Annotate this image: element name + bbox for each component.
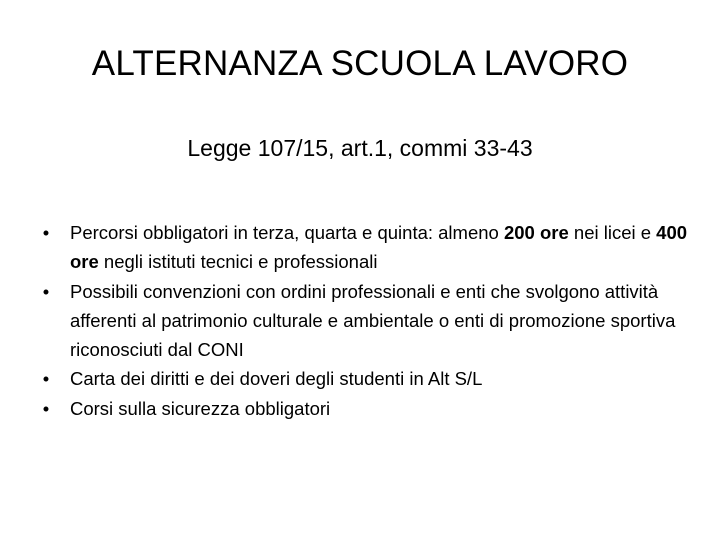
bullet-text: nei licei e	[568, 222, 657, 243]
bullet-icon: •	[42, 368, 50, 390]
slide-title: ALTERNANZA SCUOLA LAVORO	[91, 44, 629, 83]
bullet-text: Carta dei diritti e dei doveri degli studenti in Alt S/L	[70, 368, 483, 390]
slide-subtitle: Legge 107/15, art.1, commi 33-43	[187, 135, 533, 161]
bullet-emphasis: 200 ore	[503, 222, 569, 243]
list-item	[36, 364, 688, 393]
bullet-icon: •	[42, 397, 50, 419]
list-item	[36, 218, 688, 277]
bullet-list	[36, 218, 688, 423]
bullet-text: Possibili convenzioni con ordini professionali e enti che svolgono attività afferenti al patrimonio culturale e ambientale o enti di promozione sportiva riconosciuti dal CONI	[70, 280, 676, 361]
bullet-text: Percorsi obbligatori in terza, quarta e quinta: almeno	[70, 222, 504, 243]
bullet-icon: •	[42, 280, 50, 302]
bullet-text: Corsi sulla sicurezza obbligatori	[70, 397, 331, 419]
list-item	[36, 394, 688, 423]
bullet-text: negli istituti tecnici e professionali	[98, 251, 378, 273]
bullet-emphasis: 400 ore	[70, 222, 688, 273]
bullet-icon: •	[42, 222, 50, 243]
list-item	[36, 277, 688, 365]
